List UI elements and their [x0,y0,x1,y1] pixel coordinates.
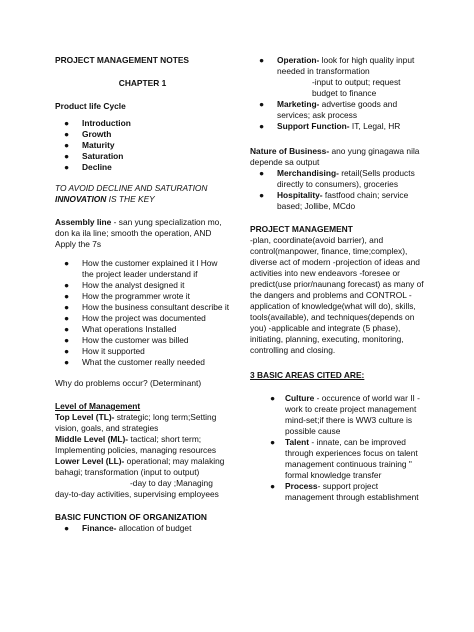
list-item: ● Introduction [64,118,131,128]
bullet-icon: ● [64,162,70,172]
left-column [55,55,230,534]
bullet-icon: ● [64,258,70,268]
list-item: ● Support Function- IT, Legal, HR [259,121,401,131]
list-item: ● How the customer explained it l How the project leader understand if [64,258,218,279]
basic-function-list [55,523,230,534]
bullet-icon: ● [64,129,70,139]
bullet-icon: ● [270,481,276,491]
cited-areas-heading: 3 BASIC AREAS CITED ARE: [250,370,365,380]
list-item: ● What the customer really needed [64,357,205,367]
project-management-body: -plan, coordinate(avoid barrier), and control(manpower, finance, time;complex), diverse act of modern -projection of ideas and activities into new endeavors -foresee or predict(use prior/naunang forecast) as many of the dangers and problems and CONTROL -application of knowledge(what will do), skills, tools(available), and techniques(depends on you) -applicable and integrate (5 phase), initiating, planning, executing, monitoring, controlling and closing. [250,235,424,355]
list-item: ● Saturation [64,151,124,161]
list-item: ● How the business consultant describe it [64,302,230,312]
levels-heading: Level of Management [55,401,141,411]
list-item: ● Culture - occurence of world war II -work to create project management mind-set;if there is WW3 culture is possible cause [270,393,420,436]
bullet-icon: ● [64,280,70,290]
functions-list [250,55,425,132]
bullet-icon: ● [64,151,70,161]
basic-function-heading: BASIC FUNCTION OF ORGANIZATION [55,512,207,522]
document-title: PROJECT MANAGEMENT NOTES [55,55,190,65]
list-item: ● Finance- allocation of budget [64,523,192,533]
bullet-icon: ● [64,118,70,128]
nature-of-business-paragraph: Nature of Business- ano yung ginagawa nila depende sa output [250,146,420,167]
project-management-heading: PROJECT MANAGEMENT [250,224,353,234]
bullet-icon: ● [259,168,265,178]
list-item: ● Growth [64,129,112,139]
bullet-icon: ● [64,313,70,323]
list-item: ● How it supported [64,346,145,356]
cited-areas-list [250,393,425,503]
chapter-heading: CHAPTER 1 [118,78,167,88]
list-item: ● Marketing- advertise goods and services; ask process [259,99,398,120]
list-item: ● How the customer was billed [64,335,189,345]
lower-level-line2: -day to day ;Managing [130,478,213,488]
avoid-line: TO AVOID DECLINE AND SATURATION [55,183,208,193]
bullet-icon: ● [64,357,70,367]
why-problems-line: Why do problems occur? (Determinant) [55,378,202,388]
list-item: ● Merchandising- retail(Sells products directly to consumers), groceries [259,168,415,189]
list-item: ● Maturity [64,140,115,150]
bullet-icon: ● [64,302,70,312]
bullet-icon: ● [259,121,265,131]
bullet-icon: ● [259,190,265,200]
bullet-icon: ● [64,291,70,301]
assembly-line-paragraph: Assembly line - san yung specialization mo, don ka ila line; smooth the operation, AND Apply the 7s [55,217,222,249]
bullet-icon: ● [64,346,70,356]
list-item: ● Process- support project management through establishment [270,481,419,502]
list-item: ● Talent - innate, can be improved through experiences focus on talent management continuous training " formal knowledge transfer [270,437,418,480]
lower-level-paragraph: Lower Level (LL)- operational; may malaking bahagi; transformation (input to output) [55,456,225,477]
business-types-list [250,168,425,212]
top-level-paragraph: Top Level (TL)- strategic; long term;Setting vision, goals, and strategies [55,412,217,433]
seven-s-list [55,258,230,368]
bullet-icon: ● [259,55,265,65]
plc-list [55,118,230,173]
bullet-icon: ● [64,523,70,533]
lower-level-line3: day-to-day activities, supervising employees [55,489,219,499]
bullet-icon: ● [259,99,265,109]
list-item: ● What operations Installed [64,324,177,334]
right-column [250,55,425,503]
list-item: ● How the project was documented [64,313,206,323]
plc-heading: Product life Cycle [55,101,126,111]
bullet-icon: ● [270,437,276,447]
list-item: ● How the analyst designed it [64,280,185,290]
bullet-icon: ● [64,324,70,334]
list-item: ● How the programmer wrote it [64,291,190,301]
bullet-icon: ● [64,335,70,345]
bullet-icon: ● [270,393,276,403]
list-item: ● Decline [64,162,112,172]
list-item: ● Hospitality- fastfood chain; service based; Jollibe, MCdo [259,190,409,211]
list-item: ● Operation- look for high quality input needed in transformation [259,55,415,76]
bullet-icon: ● [64,140,70,150]
middle-level-paragraph: Middle Level (ML)- tactical; short term; Implementing policies, managing resources [55,434,217,455]
list-item: -input to output; request budget to finance [312,77,401,98]
innovation-line: INNOVATION IS THE KEY [55,194,155,204]
